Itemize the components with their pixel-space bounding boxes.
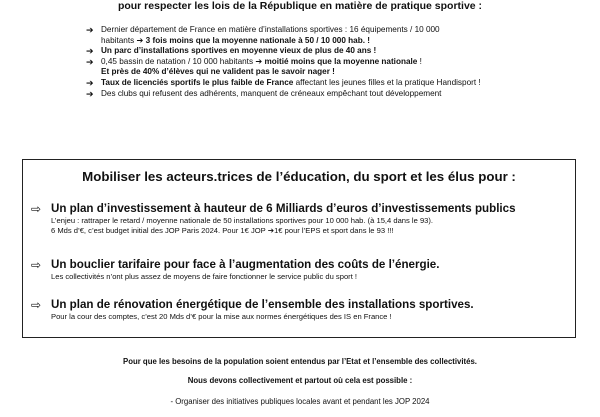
pointing-hand-icon: ⇨ (31, 202, 42, 216)
arrow-bullet-icon: ➔ (86, 88, 94, 99)
demand-detail-text: 1€ pour l’EPS et sport dans le 93 !!! (274, 226, 394, 236)
bullet-continuation (86, 67, 580, 78)
inline-arrow-icon: ➔ (267, 226, 275, 236)
bullet-emphasis: 3 fois moins que la moyenne nationale à 50 / 10 000 hab. ! (143, 35, 370, 45)
arrow-bullet-icon: ➔ (86, 77, 94, 88)
demand-section (31, 202, 569, 237)
demand-heading (31, 298, 569, 312)
bullet-list (86, 25, 580, 99)
demand-detail-text: 6 Mds d’€, c’est budget initial des JOP Paris 2024. Pour 1€ JOP (51, 226, 268, 236)
pointing-hand-icon: ⇨ (31, 258, 42, 272)
demands-box (22, 159, 576, 338)
bullet-item (86, 89, 580, 100)
bullet-emphasis: moitié moins que la moyenne nationale (262, 56, 418, 66)
demand-detail: Les collectivités n’ont plus assez de moyens de faire fonctionner le service public du sport ! (51, 272, 358, 281)
footer-line: Pour que les besoins de la population soient entendus par l’Etat et l’ensemble des collectivités. (123, 357, 477, 366)
bullet-emphasis: Taux de licenciés sportifs le plus faible de France (101, 77, 294, 87)
arrow-bullet-icon: ➔ (86, 25, 94, 35)
demand-heading-text: Un bouclier tarifaire pour face à l’augmentation des coûts de l’énergie. (51, 258, 440, 271)
box-title: Mobiliser les acteurs.trices de l’éducation, du sport et les élus pour : (82, 169, 516, 184)
bullet-text: 0,45 bassin de natation / 10 000 habitants (101, 56, 256, 66)
bullet-item (86, 78, 580, 89)
bullet-item (86, 57, 580, 68)
bullet-item (86, 25, 580, 36)
bullet-text: ! (417, 56, 422, 66)
demand-section (31, 258, 569, 282)
demand-heading-text: Un plan de rénovation énergétique de l’ensemble des installations sportives. (51, 298, 474, 311)
bullet-text: Des clubs qui refusent des adhérents, manquent de créneaux empêchant tout développement (101, 88, 442, 98)
bullet-continuation (86, 36, 580, 47)
inline-arrow-icon: ➔ (255, 56, 263, 66)
footer-line: Nous devons collectivement et partout où cela est possible : (187, 376, 413, 385)
bullet-text: affectant les jeunes filles et la pratique Handisport ! (293, 77, 481, 87)
demand-section (31, 298, 569, 322)
inline-arrow-icon: ➔ (136, 35, 144, 45)
bullet-emphasis: Et près de 40% d’élèves qui ne valident pas le savoir nager ! (101, 67, 335, 77)
demand-heading-text: Un plan d’investissement à hauteur de 6 Milliards d’euros d’investissements publics (51, 202, 516, 215)
demand-detail (31, 226, 569, 236)
page-heading: pour respecter les lois de la République en matière de pratique sportive : (117, 0, 483, 12)
demand-detail: Pour la cour des comptes, c’est 20 Mds d’€ pour la mise aux normes énergétiques des IS en France ! (51, 312, 392, 321)
footer-line: - Organiser des initiatives publiques locales avant et pendant les JOP 2024 (170, 397, 430, 406)
pointing-hand-icon: ⇨ (31, 298, 42, 312)
demand-heading (31, 202, 569, 216)
demand-heading (31, 258, 569, 272)
arrow-bullet-icon: ➔ (86, 46, 94, 57)
bullet-text: habitants (101, 35, 137, 45)
bullet-item (86, 46, 580, 57)
arrow-bullet-icon: ➔ (86, 56, 94, 67)
bullet-text: Un parc d’installations sportives en moyenne vieux de plus de 40 ans ! (101, 46, 377, 56)
bullet-text: Dernier département de France en matière d’installations sportives : 16 équipements / 10 000 (101, 25, 440, 34)
demand-detail: L’enjeu : rattraper le retard / moyenne nationale de 50 installations sportives pour 10 000 hab. (à 15,4 dans le 93). (51, 216, 434, 225)
